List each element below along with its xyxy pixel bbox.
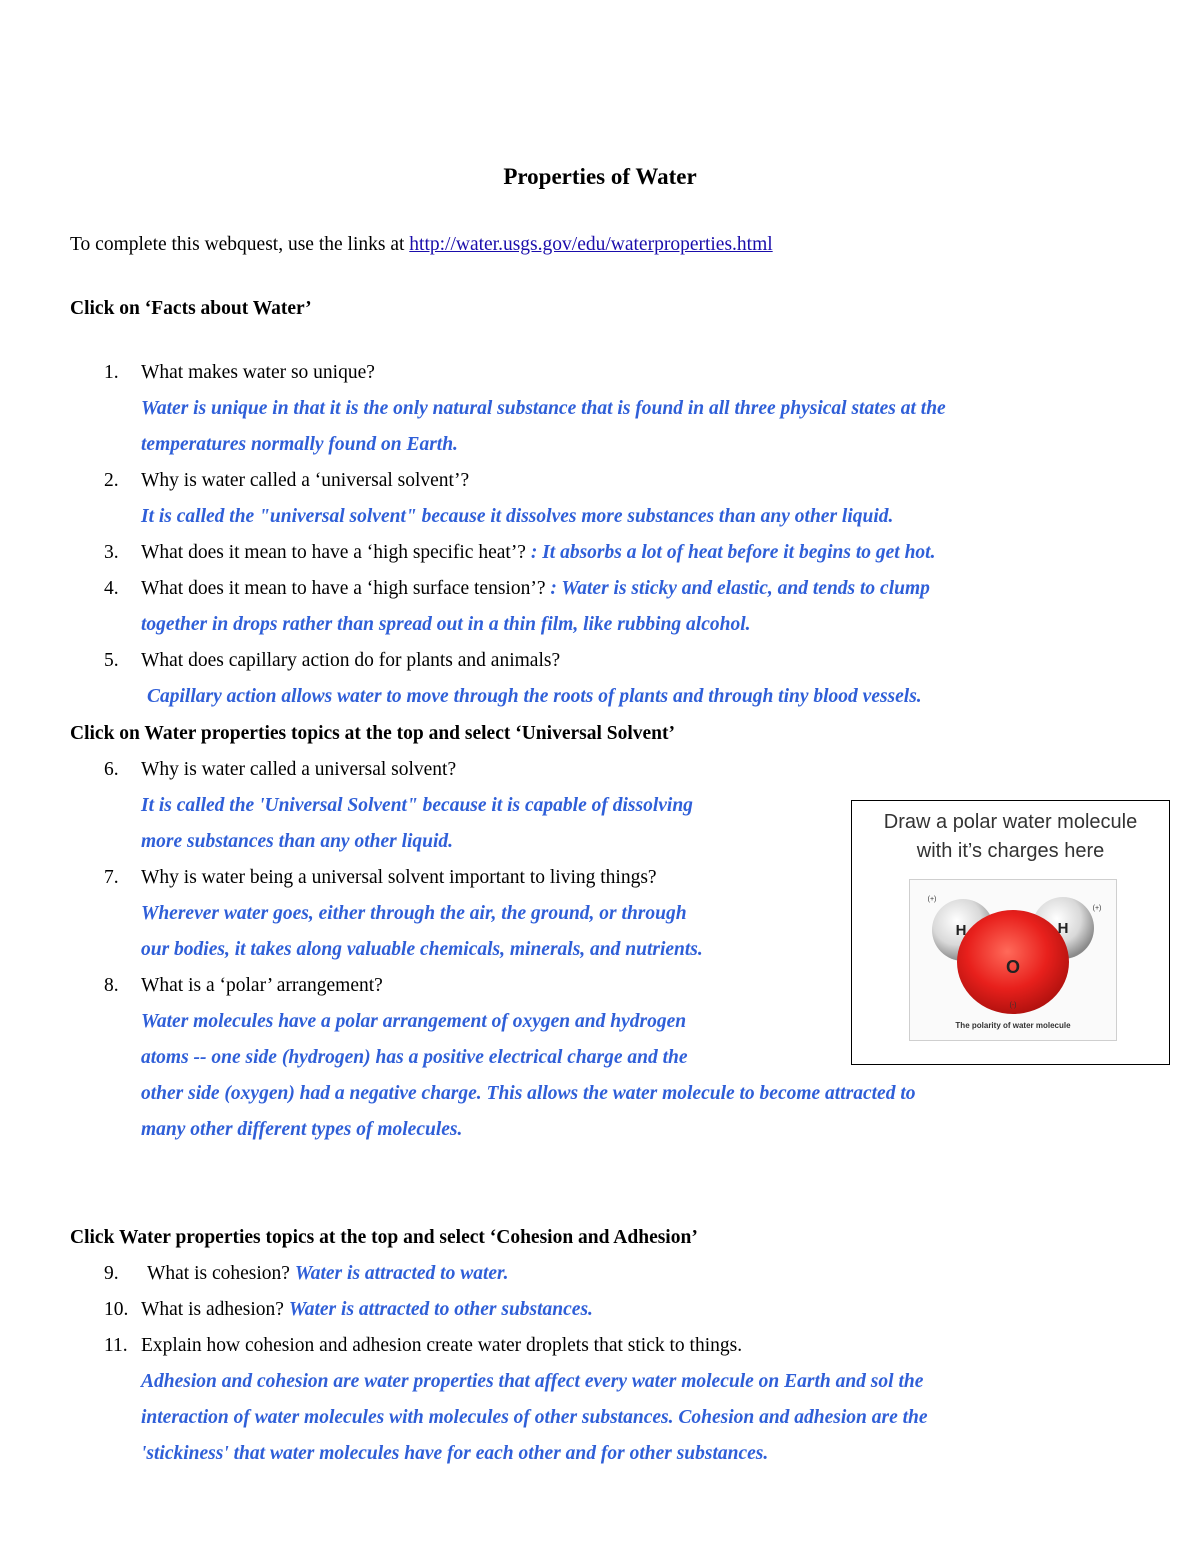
intro-text: To complete this webquest, use the links at	[70, 234, 410, 255]
hydrogen-left-label: H	[955, 922, 967, 939]
figure-caption: The polarity of water molecule	[955, 1021, 1071, 1030]
question-number: 8.	[104, 975, 119, 996]
positive-charge-right: (+)	[1092, 905, 1102, 912]
answer-8-line-3: other side (oxygen) had a negative charge. This allows the water molecule to become attracted to	[141, 1083, 916, 1104]
question-7: Why is water being a universal solvent important to living things?	[141, 867, 657, 888]
hydrogen-right-label: H	[1057, 920, 1069, 937]
answer-5-line-1: Capillary action allows water to move through the roots of plants and through tiny blood vessels.	[147, 686, 922, 707]
negative-charge: (-)	[1009, 1002, 1017, 1009]
question-number: 6.	[104, 759, 119, 780]
answer-8-line-2: atoms -- one side (hydrogen) has a positive electrical charge and the	[141, 1047, 688, 1068]
answer-11-line-2: interaction of water molecules with molecules of other substances. Cohesion and adhesion are the	[141, 1407, 928, 1428]
answer-2-line-1: It is called the "universal solvent" because it dissolves more substances than any other liquid.	[141, 506, 894, 527]
question-number: 4.	[104, 578, 119, 599]
question-9	[147, 1262, 508, 1286]
question-6: Why is water called a universal solvent?	[141, 759, 457, 780]
question-11: Explain how cohesion and adhesion create water droplets that stick to things.	[141, 1335, 743, 1356]
question-5: What does capillary action do for plants and animals?	[141, 650, 561, 671]
box-instruction-line-1: Draw a polar water molecule	[883, 811, 1138, 833]
question-number: 1.	[104, 362, 119, 383]
page-title: Properties of Water	[503, 164, 697, 189]
question-number: 10.	[104, 1299, 129, 1320]
question-4	[141, 577, 930, 601]
molecule-drawing-box	[851, 800, 1170, 1065]
answer-7-line-2: our bodies, it takes along valuable chemicals, minerals, and nutrients.	[141, 939, 703, 960]
answer-8-line-1: Water molecules have a polar arrangement of oxygen and hydrogen	[141, 1011, 687, 1032]
question-number: 9.	[104, 1263, 119, 1284]
answer-4-line-2: together in drops rather than spread out in a thin film, like rubbing alcohol.	[141, 614, 751, 635]
answer-9: Water is attracted to water.	[294, 1263, 509, 1284]
answer-1-line-1: Water is unique in that it is the only natural substance that is found in all three physical states at the	[141, 398, 946, 419]
question-4-text: What does it mean to have a ‘high surface tension’?	[141, 578, 551, 599]
answer-6-line-2: more substances than any other liquid.	[141, 831, 454, 852]
oxygen-label: O	[1005, 957, 1021, 977]
section-heading-universal-solvent: Click on Water properties topics at the top and select ‘Universal Solvent’	[70, 723, 676, 744]
answer-1-line-2: temperatures normally found on Earth.	[141, 434, 458, 455]
question-3-text: What does it mean to have a ‘high specific heat’?	[141, 542, 531, 563]
question-10-text: What is adhesion?	[141, 1299, 289, 1320]
question-number: 5.	[104, 650, 119, 671]
section-heading-facts: Click on ‘Facts about Water’	[70, 298, 312, 319]
question-8: What is a ‘polar’ arrangement?	[141, 975, 383, 996]
positive-charge-left: (+)	[927, 896, 937, 903]
question-9-text: What is cohesion?	[147, 1263, 295, 1284]
answer-11-line-3: 'stickiness' that water molecules have for each other and for other substances.	[141, 1443, 769, 1464]
answer-8-line-4: many other different types of molecules.	[141, 1119, 463, 1140]
answer-3: : It absorbs a lot of heat before it begins to get hot.	[530, 542, 936, 563]
answer-4-line-1: : Water is sticky and elastic, and tends to clump	[550, 578, 930, 599]
question-number: 2.	[104, 470, 119, 491]
intro-line	[70, 233, 773, 257]
answer-6-line-1: It is called the 'Universal Solvent" because it is capable of dissolving	[141, 795, 693, 816]
question-1: What makes water so unique?	[141, 362, 375, 383]
webquest-link[interactable]: http://water.usgs.gov/edu/waterproperties.html	[409, 234, 773, 255]
question-10	[141, 1298, 593, 1322]
question-number: 11.	[104, 1335, 128, 1356]
answer-10: Water is attracted to other substances.	[288, 1299, 593, 1320]
water-molecule-illustration	[910, 880, 1116, 1040]
section-heading-cohesion-adhesion: Click Water properties topics at the top and select ‘Cohesion and Adhesion’	[70, 1227, 698, 1248]
answer-11-line-1: Adhesion and cohesion are water properties that affect every water molecule on Earth and sol the	[141, 1371, 924, 1392]
answer-7-line-1: Wherever water goes, either through the air, the ground, or through	[141, 903, 687, 924]
question-3	[141, 541, 935, 565]
question-number: 3.	[104, 542, 119, 563]
water-molecule-figure	[909, 879, 1117, 1041]
question-2: Why is water called a ‘universal solvent’?	[141, 470, 470, 491]
box-instruction-line-2: with it’s charges here	[916, 840, 1105, 862]
question-number: 7.	[104, 867, 119, 888]
